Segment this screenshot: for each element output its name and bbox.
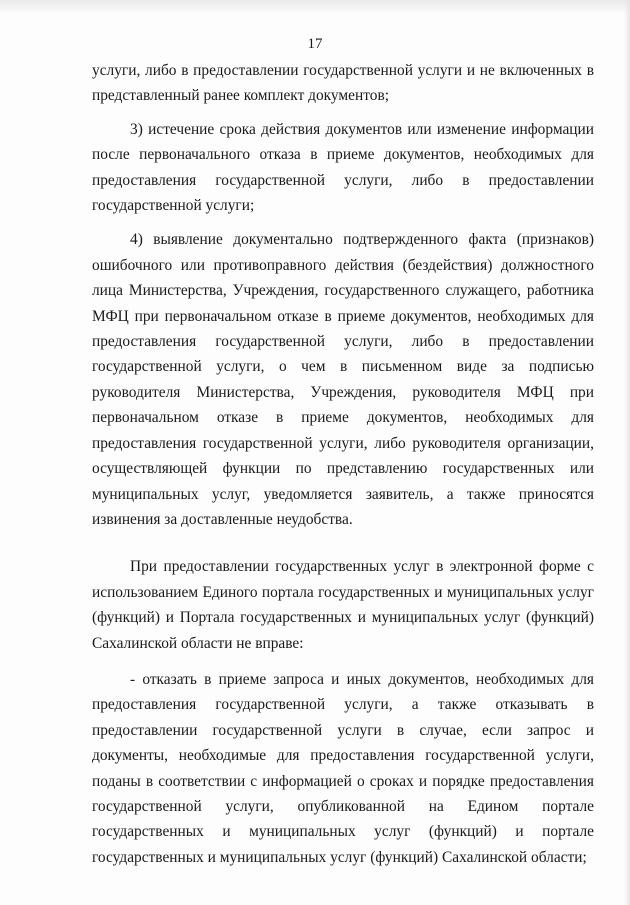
paragraph-electronic-form: При предоставлении государственных услуг в электронной форме с использованием Единого портала государственных и муниципальных услуг (функций) и Портала государственных и муниципальных услуг (функций) Сахалинской области не вправе:	[92, 558, 594, 652]
page-number: 17	[307, 36, 323, 52]
scan-edge-top	[0, 0, 630, 14]
document-body	[92, 58, 594, 870]
scan-edge-right	[624, 0, 630, 905]
paragraph-item-4: 4) выявление документально подтвержденного факта (признаков) ошибочного или противоправного действия (бездействия) должностного лица Министерства, Учреждения, государственного служащего, работника МФЦ при первоначальном отказе в приеме документов, необходимых для предоставления государственной услуги, либо в предоставлении государственной услуги, о чем в письменном виде за подписью руководителя Министерства, Учреждения, руководителя МФЦ при первоначальном отказе в приеме документов, необходимых для предоставления государственной услуги, либо руководителя организации, осуществляющей функции по представлению государственных или муниципальных услуг, уведомляется заявитель, а также приносятся извинения за доставленные неудобства.	[92, 231, 594, 528]
paragraph-refusal-item: - отказать в приеме запроса и иных документов, необходимых для предоставления государственной услуги, а также отказывать в предоставлении государственной услуги в случае, если запрос и документы, необходимые для предоставления государственной услуги, поданы в соответствии с информацией о сроках и порядке предоставления государственной услуги, опубликованной на Едином портале государственных и муниципальных услуг (функций) и портале государственных и муниципальных услуг (функций) Сахалинской области;	[92, 670, 594, 866]
paragraph-continuation: услуги, либо в предоставлении государственной услуги и не включенных в представленный ранее комплект документов;	[92, 62, 594, 105]
paragraph-item-3: 3) истечение срока действия документов или изменение информации после первоначального отказа в приеме документов, необходимых для предоставления государственной услуги, либо в предоставлении государственной услуги;	[92, 120, 594, 215]
